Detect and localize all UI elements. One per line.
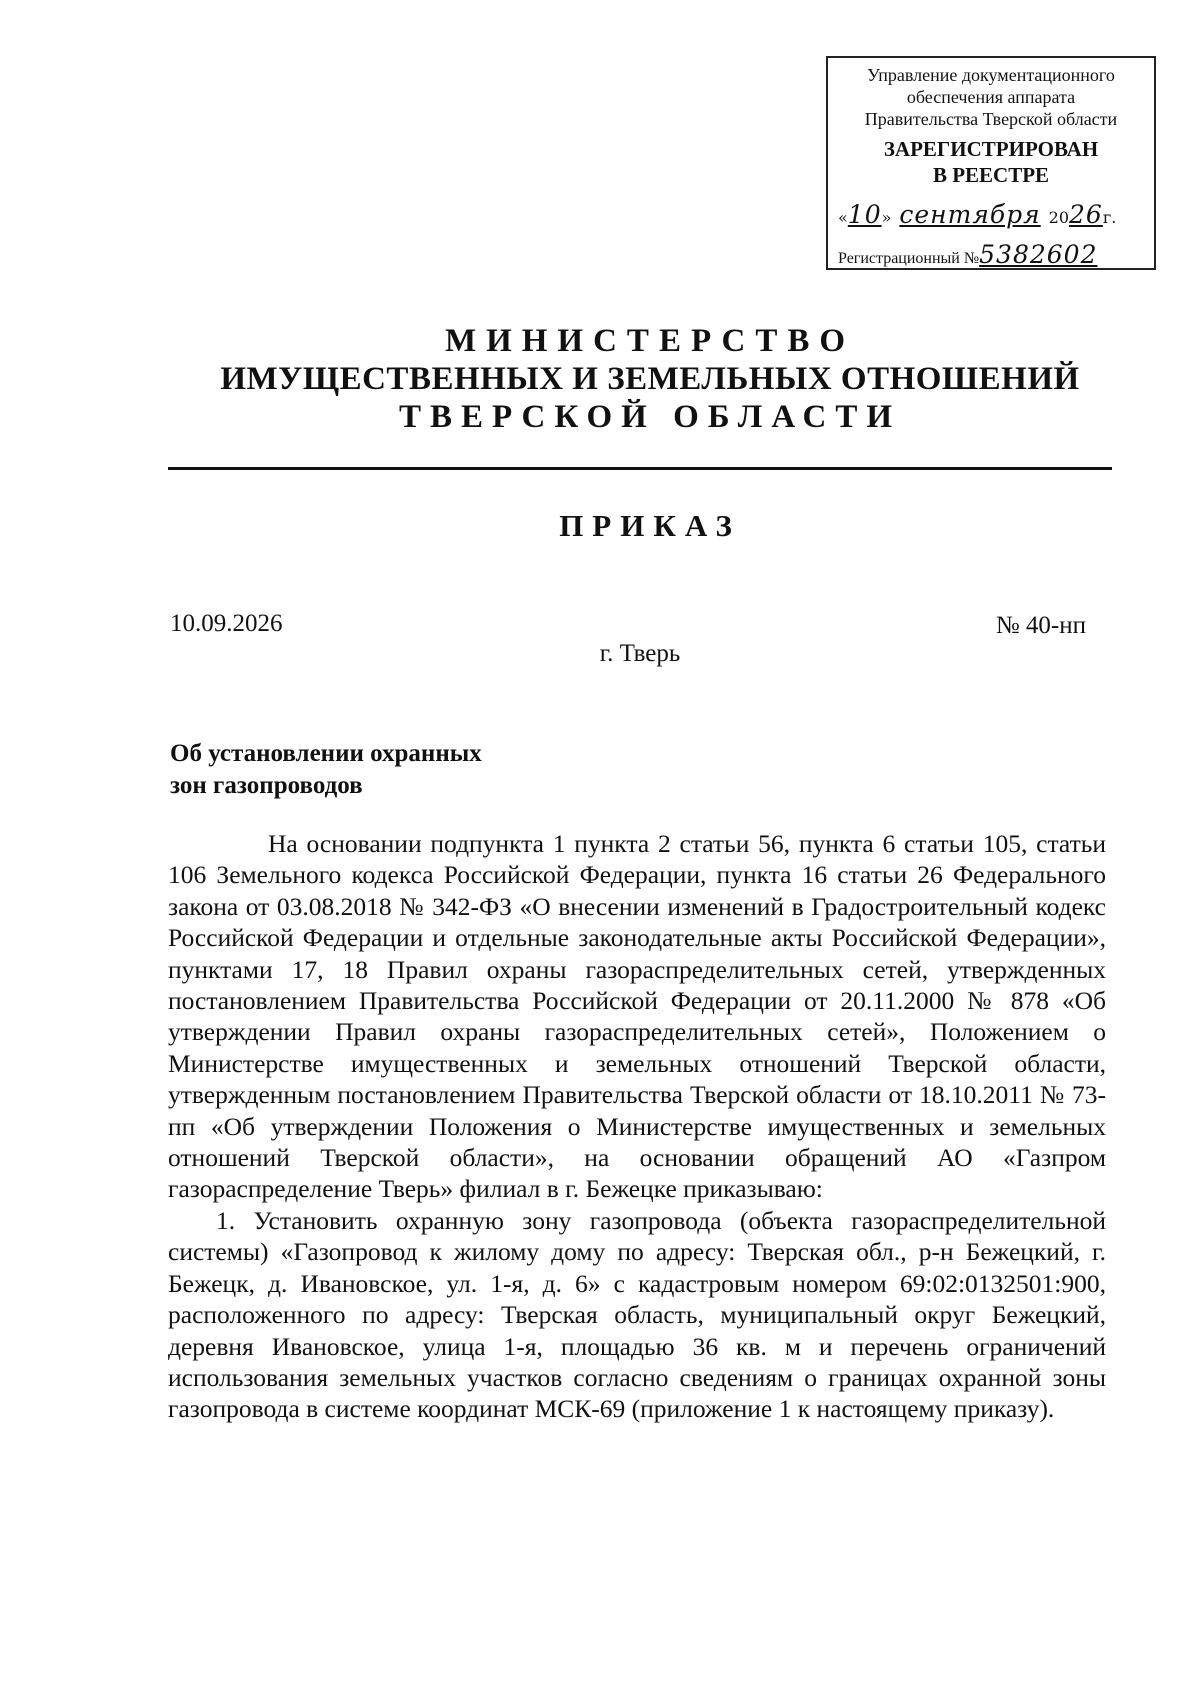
ministry-title-line: ТВЕРСКОЙ ОБЛАСТИ bbox=[398, 399, 902, 435]
stamp-date-day: 10 bbox=[847, 200, 882, 229]
stamp-reg-number: 5382602 bbox=[979, 240, 1098, 269]
stamp-org-line: Управление документационного bbox=[867, 65, 1115, 85]
stamp-org-line: Правительства Тверской области bbox=[864, 109, 1118, 129]
subject-line: Об установлении охранных bbox=[170, 740, 482, 767]
order-subject bbox=[170, 738, 482, 802]
stamp-reg-label: Регистрационный № bbox=[838, 250, 980, 267]
stamp-registered-line: ЗАРЕГИСТРИРОВАН bbox=[883, 137, 1099, 161]
stamp-registered-label bbox=[828, 136, 1154, 188]
stamp-org-line: обеспечения аппарата bbox=[906, 87, 1076, 107]
stamp-date-open-quote: « bbox=[838, 208, 848, 227]
order-body bbox=[168, 828, 1106, 1425]
stamp-date-year-prefix: 20 bbox=[1048, 208, 1070, 227]
subject-line: зон газопроводов bbox=[170, 772, 363, 799]
order-date: 10.09.2026 bbox=[170, 610, 283, 637]
stamp-registration-number bbox=[838, 240, 1146, 270]
body-paragraph: На основании подпункта 1 пункта 2 статьи 56, пункта 6 статьи 105, статьи 106 Земельного кодекса Российской Федерации, пункта 16 статьи 26 Федерального закона от 03.08.2018 № 342-ФЗ «О внесении изменений в Градостроительный кодекс Российской Федерации и отдельные законодательные акты Российской Федерации», пунктами 17, 18 Правил охраны газораспределительных сетей, утвержденных постановлением Правительства Российской Федерации от 20.11.2000 № 878 «Об утверждении Правил охраны газораспределительных сетей», Положением о Министерстве имущественных и земельных отношений Тверской области, утвержденным постановлением Правительства Тверской области от 18.10.2011 № 73-пп «Об утверждении Положения о Министерстве имущественных и земельных отношений Тверской области», на основании обращений АО «Газпром газораспределение Тверь» филиал в г. Бежецке приказываю: bbox=[168, 829, 1106, 1204]
stamp-date-month: сентября bbox=[899, 200, 1041, 229]
ministry-title-line: ИМУЩЕСТВЕННЫХ И ЗЕМЕЛЬНЫХ ОТНОШЕНИЙ bbox=[220, 361, 1080, 397]
order-city: г. Тверь bbox=[599, 640, 681, 667]
registration-stamp bbox=[826, 56, 1156, 270]
header-divider bbox=[168, 467, 1112, 470]
ministry-title-line: МИНИСТЕРСТВО bbox=[444, 323, 856, 359]
stamp-registered-line: В РЕЕСТРЕ bbox=[932, 163, 1050, 187]
stamp-date-close-quote: » bbox=[881, 208, 892, 227]
stamp-date-year-mark: г. bbox=[1102, 208, 1117, 227]
order-number: № 40-нп bbox=[995, 612, 1086, 639]
stamp-date-year-suffix: 26 bbox=[1069, 200, 1103, 229]
stamp-organization bbox=[828, 64, 1154, 130]
body-paragraph: 1. Установить охранную зону газопровода (объекта газораспределительной системы) «Газопровод к жилому дому по адресу: Тверская обл., р-н Бежецкий, г. Бежецк, д. Ивановское, ул. 1-я, д. 6» с кадастровым номером 69:02:0132501:900, расположенного по адресу: Тверская область, муниципальный округ Бежецкий, деревня Ивановское, улица 1-я, площадью 36 кв. м и перечень ограничений использования земельных участков согласно сведениям о границах охранной зоны газопровода в системе координат МСК-69 (приложение 1 к настоящему приказу). bbox=[168, 1205, 1106, 1424]
stamp-date bbox=[838, 200, 1146, 238]
document-type-title: ПРИКАЗ bbox=[559, 508, 741, 543]
